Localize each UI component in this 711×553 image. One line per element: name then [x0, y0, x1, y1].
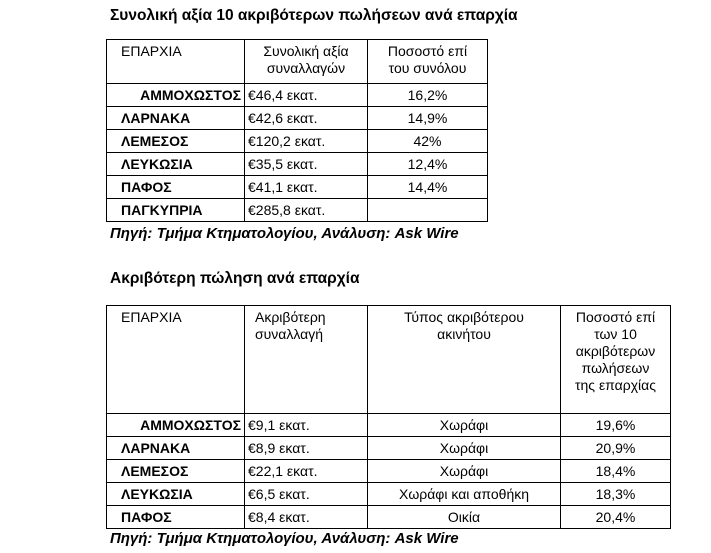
district-cell: ΑΜΜΟΧΩΣΤΟΣ — [107, 414, 245, 437]
district-cell: ΑΜΜΟΧΩΣΤΟΣ — [107, 84, 245, 107]
type-cell: Χωράφι — [368, 460, 561, 483]
pct-cell: 18,4% — [561, 460, 671, 483]
total-value-table — [106, 39, 488, 222]
district-cell: ΛΕΜΕΣΟΣ — [107, 130, 245, 153]
table-row — [107, 84, 488, 107]
top-sale-cell: €8,9 εκατ. — [245, 437, 368, 460]
top-sale-cell: €9,1 εκατ. — [245, 414, 368, 437]
pct-cell: 18,3% — [561, 483, 671, 506]
total-cell: €35,5 εκατ. — [245, 153, 368, 176]
total-cell: €285,8 εκατ. — [245, 199, 368, 222]
table-row — [107, 107, 488, 130]
top-sale-table — [106, 305, 671, 529]
total-cell: €42,6 εκατ. — [245, 107, 368, 130]
district-cell: ΛΑΡΝΑΚΑ — [107, 107, 245, 130]
table-row — [107, 460, 671, 483]
table-row — [107, 414, 671, 437]
table-row — [107, 199, 488, 222]
pct-cell — [368, 199, 488, 222]
table1-source: Πηγή: Τμήμα Κτηματολογίου, Ανάλυση: Ask Wire — [110, 225, 459, 242]
header-top-sale: Ακριβότερη συναλλαγή — [245, 306, 368, 414]
pct-cell: 14,4% — [368, 176, 488, 199]
pct-cell: 20,9% — [561, 437, 671, 460]
header-percentage: Ποσοστό επί του συνόλου — [368, 40, 488, 84]
district-cell: ΛΕΥΚΩΣΙΑ — [107, 153, 245, 176]
header-district: ΕΠΑΡΧΙΑ — [107, 306, 245, 414]
district-cell: ΠΑΓΚΥΠΡΙΑ — [107, 199, 245, 222]
table-row — [107, 437, 671, 460]
table1-title: Συνολική αξία 10 ακριβότερων πωλήσεων ανά επαρχία — [110, 7, 518, 24]
top-sale-cell: €6,5 εκατ. — [245, 483, 368, 506]
district-cell: ΛΑΡΝΑΚΑ — [107, 437, 245, 460]
total-cell: €120,2 εκατ. — [245, 130, 368, 153]
top-sale-cell: €22,1 εκατ. — [245, 460, 368, 483]
table2-title: Ακριβότερη πώληση ανά επαρχία — [110, 270, 360, 287]
type-cell: Οικία — [368, 506, 561, 529]
type-cell: Χωράφι — [368, 437, 561, 460]
type-cell: Χωράφι — [368, 414, 561, 437]
district-cell: ΛΕΥΚΩΣΙΑ — [107, 483, 245, 506]
pct-cell: 19,6% — [561, 414, 671, 437]
district-cell: ΠΑΦΟΣ — [107, 176, 245, 199]
pct-cell: 42% — [368, 130, 488, 153]
table-row — [107, 506, 671, 529]
total-cell: €41,1 εκατ. — [245, 176, 368, 199]
pct-cell: 16,2% — [368, 84, 488, 107]
table-row — [107, 153, 488, 176]
header-district: ΕΠΑΡΧΙΑ — [107, 40, 245, 84]
total-cell: €46,4 εκατ. — [245, 84, 368, 107]
table2-source: Πηγή: Τμήμα Κτηματολογίου, Ανάλυση: Ask Wire — [110, 530, 459, 547]
district-cell: ΛΕΜΕΣΟΣ — [107, 460, 245, 483]
header-total-value: Συνολική αξία συναλλαγών — [245, 40, 368, 84]
district-cell: ΠΑΦΟΣ — [107, 506, 245, 529]
type-cell: Χωράφι και αποθήκη — [368, 483, 561, 506]
pct-cell: 14,9% — [368, 107, 488, 130]
table-row — [107, 130, 488, 153]
pct-cell: 12,4% — [368, 153, 488, 176]
table-row — [107, 176, 488, 199]
pct-cell: 20,4% — [561, 506, 671, 529]
header-property-type: Τύπος ακριβότερου ακινήτου — [368, 306, 561, 414]
top-sale-cell: €8,4 εκατ. — [245, 506, 368, 529]
table-row — [107, 483, 671, 506]
header-percentage: Ποσοστό επί των 10 ακριβότερων πωλήσεων της επαρχίας — [561, 306, 671, 414]
